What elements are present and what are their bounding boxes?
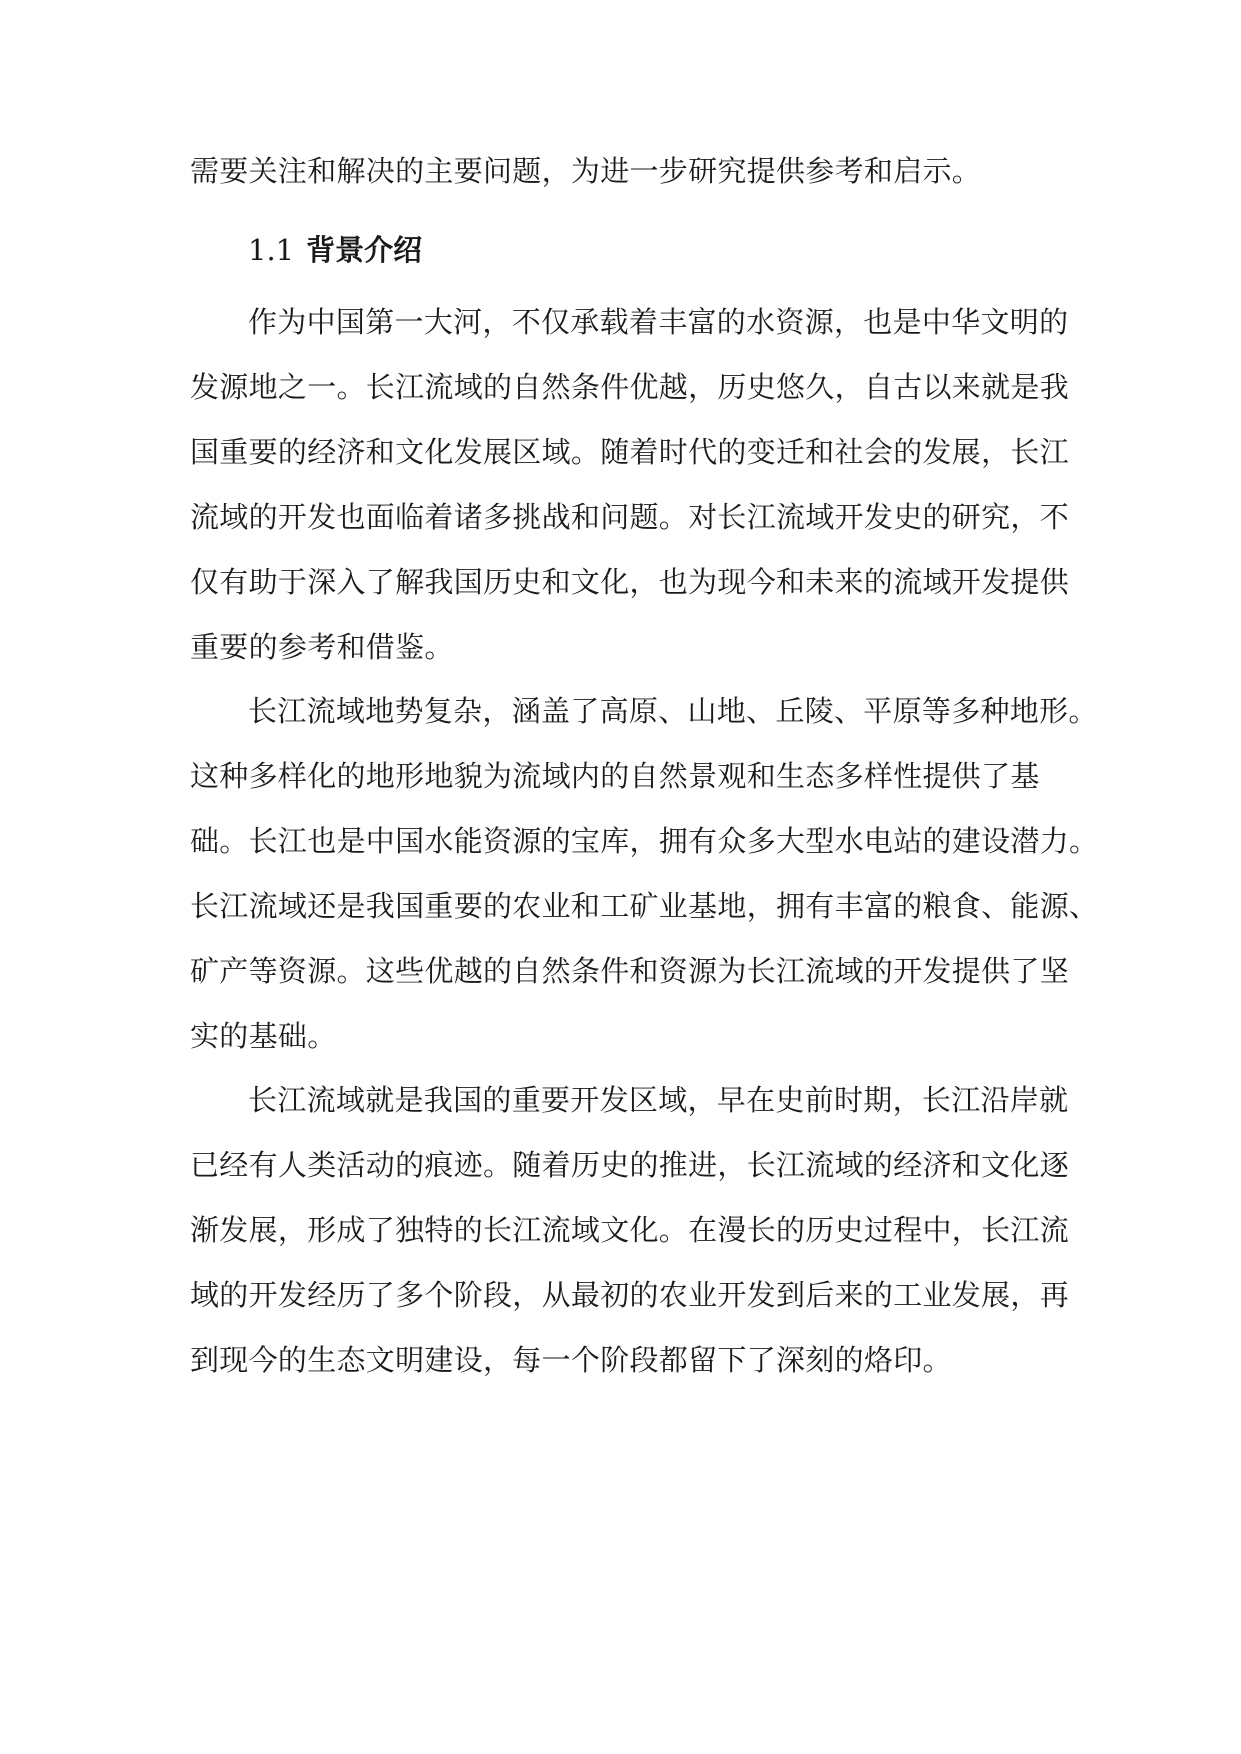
paragraph-line: 渐发展，形成了独特的长江流域文化。在漫长的历史过程中，长江流 xyxy=(190,1213,1070,1247)
paragraph-line: 已经有人类活动的痕迹。随着历史的推进，长江流域的经济和文化逐 xyxy=(190,1148,1070,1182)
paragraph-line: 流域的开发也面临着诸多挑战和问题。对长江流域开发史的研究，不 xyxy=(190,500,1070,534)
intro-tail-line: 需要关注和解决的主要问题，为进一步研究提供参考和启示。 xyxy=(190,154,982,188)
paragraph-line: 长江流域还是我国重要的农业和工矿业基地，拥有丰富的粮食、能源、 xyxy=(190,889,1099,923)
paragraph-line: 长江流域就是我国的重要开发区域，早在史前时期，长江沿岸就 xyxy=(248,1083,1069,1117)
paragraph-line: 仅有助于深入了解我国历史和文化，也为现今和未来的流域开发提供 xyxy=(190,565,1070,599)
paragraph-line: 础。长江也是中国水能资源的宝库，拥有众多大型水电站的建设潜力。 xyxy=(190,824,1099,858)
paragraph-line: 矿产等资源。这些优越的自然条件和资源为长江流域的开发提供了坚 xyxy=(190,954,1070,988)
paragraph-line: 长江流域地势复杂，涵盖了高原、山地、丘陵、平原等多种地形。 xyxy=(248,694,1098,728)
paragraph-line: 域的开发经历了多个阶段，从最初的农业开发到后来的工业发展，再 xyxy=(190,1278,1070,1312)
paragraph-line: 这种多样化的地形地貌为流域内的自然景观和生态多样性提供了基 xyxy=(190,759,1040,793)
paragraph-line: 国重要的经济和文化发展区域。随着时代的变迁和社会的发展，长江 xyxy=(190,435,1070,469)
paragraph-line: 到现今的生态文明建设，每一个阶段都留下了深刻的烙印。 xyxy=(190,1343,952,1377)
paragraph-line: 重要的参考和借鉴。 xyxy=(190,630,454,664)
paragraph-line: 发源地之一。长江流域的自然条件优越，历史悠久，自古以来就是我 xyxy=(190,370,1070,404)
section-heading xyxy=(248,230,422,270)
paragraph-line: 实的基础。 xyxy=(190,1019,337,1053)
section-number: 1.1 xyxy=(248,233,295,267)
paragraph-line: 作为中国第一大河，不仅承载着丰富的水资源，也是中华文明的 xyxy=(248,305,1069,339)
section-title: 背景介绍 xyxy=(306,233,423,267)
